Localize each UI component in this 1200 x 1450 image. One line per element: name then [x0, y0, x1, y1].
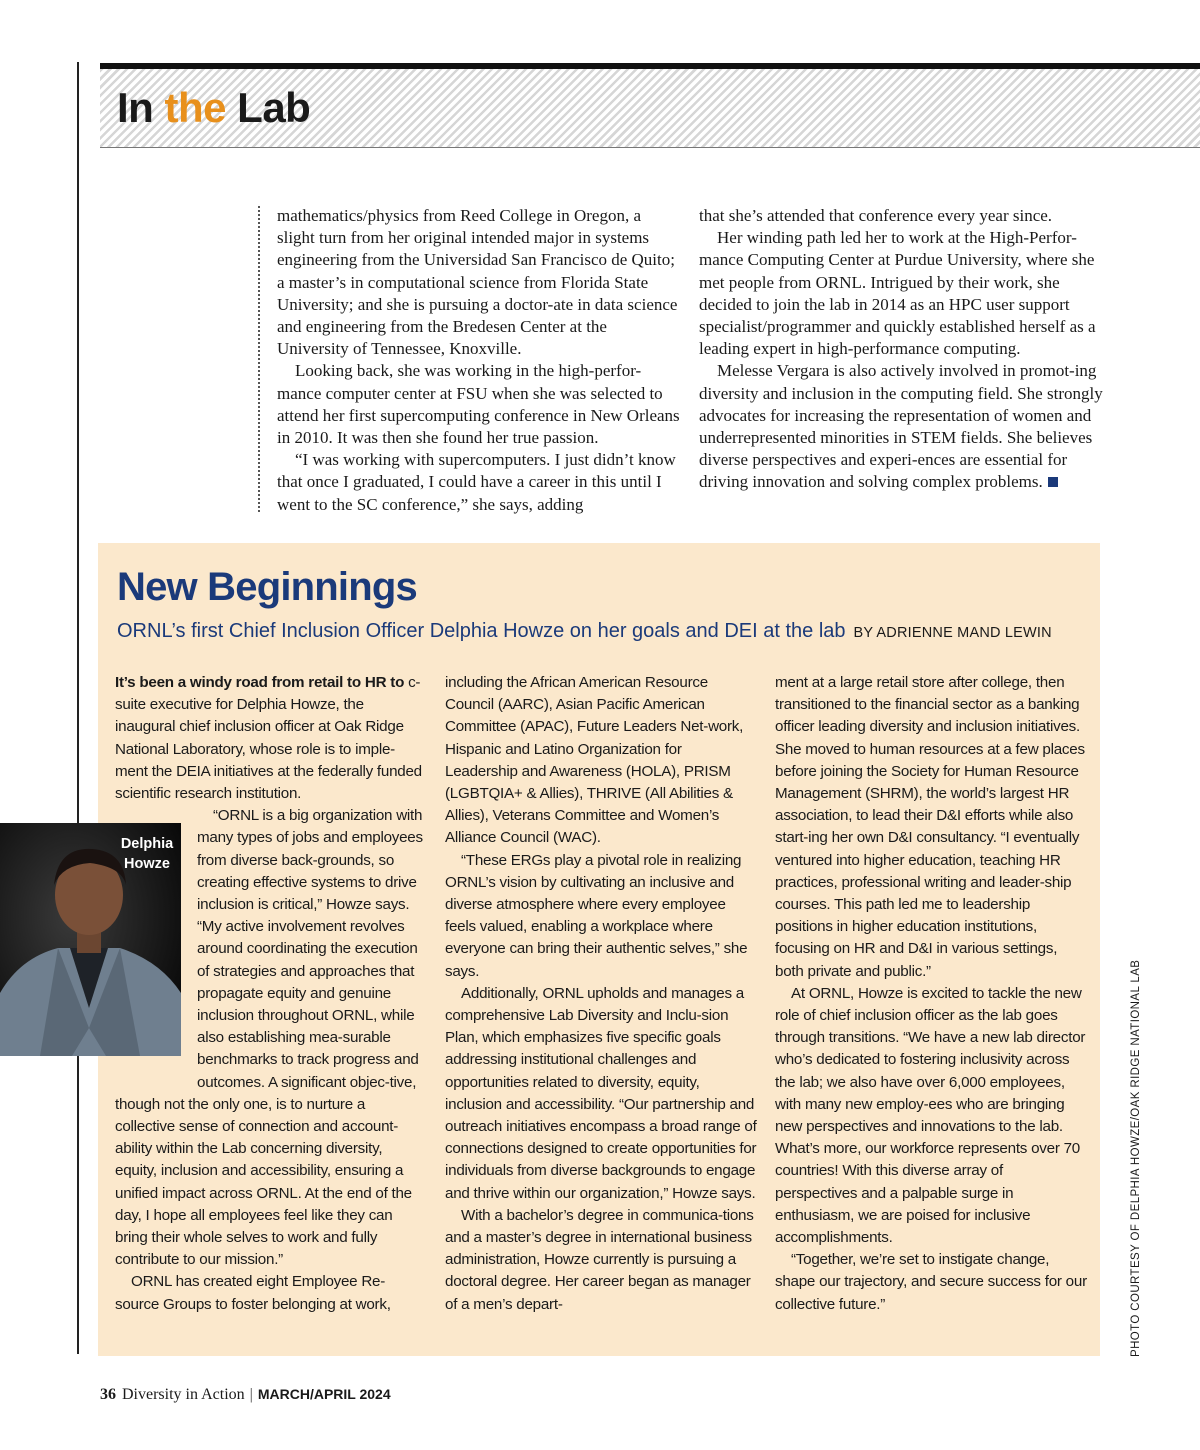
- footer-separator: |: [249, 1386, 253, 1403]
- top-article-column-1: [277, 205, 681, 516]
- paragraph: Looking back, she was working in the high-perfor-mance computer center at FSU when she was selected to attend her first supercomputing conference in New Orleans in 2010. It was then she found her true passion.: [277, 361, 680, 448]
- publication-name: Diversity in Action: [122, 1386, 245, 1403]
- paragraph: ment at a large retail store after college, then transitioned to the financial sector as a banking officer leading diversity and inclusion initiatives. She moved to human resources at a few places before joining the Society for Human Resource Management (SHRM), the world’s largest HR association, to lead their D&I efforts while also start-ing her own D&I consultancy. “I eventually ventured into higher education, teaching HR practices, professional writing and leader-ship courses. This path led me to leadership positions in higher education institutions, focusing on HR and D&I in various settings, both private and public.”: [775, 674, 1085, 980]
- paragraph: “I was working with supercomputers. I just didn’t know that once I graduated, I could have a career in this until I went to the SC conference,” she says, adding: [277, 450, 676, 514]
- paragraph: “Together, we’re set to instigate change, shape our trajectory, and secure success for our collective future.”: [775, 1251, 1087, 1313]
- paragraph: including the African American Resource Council (AARC), Asian Pacific American Committee (APAC), Future Leaders Net-work, Hispanic and Latino Organization for Leadership and Awareness (HOLA), PRISM (LGBTQIA+ & Allies), THRIVE (All Abilities & Allies), Veterans Committee and Women’s Alliance Council (WAC).: [445, 674, 744, 847]
- photo-caption: Delphia Howze: [120, 836, 174, 872]
- paragraph: It’s been a windy road from retail to HR to c-suite executive for Delphia Howze, the inaugural chief inclusion officer at Oak Ridge National Laboratory, whose role is to imple-ment the DEIA initiatives at the federally funded scientific research institution.: [115, 674, 422, 803]
- lead-in: It’s been a windy road from retail to HR to: [115, 674, 405, 691]
- feature-column-3: [775, 672, 1087, 1316]
- feature-column-2: [445, 672, 757, 1316]
- paragraph: that she’s attended that conference every year since.: [699, 206, 1053, 225]
- paragraph: Her winding path led her to work at the High-Perfor-mance Computing Center at Purdue University, where she met people from ORNL. Intrigued by their work, she decided to join the lab in 2014 as an HPC user support specialist/programmer and quickly established herself as a leading expert in high-performance computing.: [699, 228, 1096, 359]
- column-dotted-rule: [258, 206, 260, 512]
- paragraph: With a bachelor’s degree in communica-tions and a master’s degree in international business administration, Howze currently is pursuing a doctoral degree. Her career began as manager of a men’s depart-: [445, 1206, 754, 1313]
- section-title: In the Lab: [117, 84, 311, 131]
- section-title-accent: the: [164, 84, 226, 131]
- page-number: 36: [100, 1386, 116, 1403]
- photo-credit: PHOTO COURTESY OF DELPHIA HOWZE/OAK RIDGE NATIONAL LAB: [1130, 959, 1142, 1357]
- feature-title: New Beginnings: [117, 565, 417, 609]
- top-article-column-2: [699, 205, 1104, 494]
- page-footer: [100, 1383, 391, 1406]
- paragraph: ORNL has created eight Employee Re-source Groups to foster belonging at work,: [115, 1273, 391, 1313]
- byline: BY ADRIENNE MAND LEWIN: [853, 625, 1052, 641]
- paragraph: At ORNL, Howze is excited to tackle the new role of chief inclusion officer as the lab goes through transitions. “We have a new lab director who’s dedicated to fostering inclusivity across the lab; we also have over 6,000 employees, with many new employ-ees who are bringing new perspectives and innovations to the lab. What’s more, our workforce represents over 70 countries! With this diverse array of perspectives and a palpable surge in enthusiasm, we are poised for inclusive accomplishments.: [775, 984, 1086, 1247]
- paragraph: Melesse Vergara is also actively involved in promot-ing diversity and inclusion in the computing field. She strongly advocates for increasing the representation of women and underrepresented minorities in STEM fields. She believes diverse perspectives and experi-ences are essential for driving innovation and solving complex problems.: [699, 361, 1103, 492]
- paragraph: “ORNL is a big organization with many types of jobs and employees from diverse back-grounds, so creating effective systems to drive inclusion is critical,” Howze says. “My active involvement revolves around coordinating the execution of strategies and approaches that propagate equity and genuine inclusion throughout ORNL, while also establishing mea-surable benchmarks to track progress and outcomes. A significant objec-tive, though not the only one, is to nurture a collective sense of connection and account-ability within the Lab concerning diversity, equity, inclusion and accessibility, ensuring a unified impact across ORNL. At the end of the day, I hope all employees feel like they can bring their whole selves to work and fully contribute to our mission.”: [115, 807, 423, 1269]
- paragraph: mathematics/physics from Reed College in Oregon, a slight turn from her original intended major in systems engineering from the Universidad San Francisco de Quito; a master’s in computational science from Florida State University; and she is pursuing a doctor-ate in data science and engineering from the Bredesen Center at the University of Tennessee, Knoxville.: [277, 206, 678, 359]
- paragraph: “These ERGs play a pivotal role in realizing ORNL’s vision by cultivating an inclusive and diverse atmosphere where every employee feels valued, enabling a workplace where everyone can bring their authentic selves,” she says.: [445, 851, 748, 980]
- end-mark-icon: [1048, 477, 1058, 487]
- feature-dek: ORNL’s first Chief Inclusion Officer Delphia Howze on her goals and DEI at the lab BY ADRIENNE MAND LEWIN: [117, 620, 1052, 642]
- left-margin-rule: [77, 62, 79, 1354]
- paragraph: Additionally, ORNL upholds and manages a comprehensive Lab Diversity and Inclu-sion Plan, which emphasizes five specific goals addressing institutional challenges and opportunities related to diversity, equity, inclusion and accessibility. “Our partnership and outreach initiatives encompass a broad range of connections designed to create opportunities for individuals from diverse backgrounds to engage and thrive within our organization,” Howze says.: [445, 984, 757, 1202]
- issue-date: MARCH/APRIL 2024: [257, 1386, 391, 1402]
